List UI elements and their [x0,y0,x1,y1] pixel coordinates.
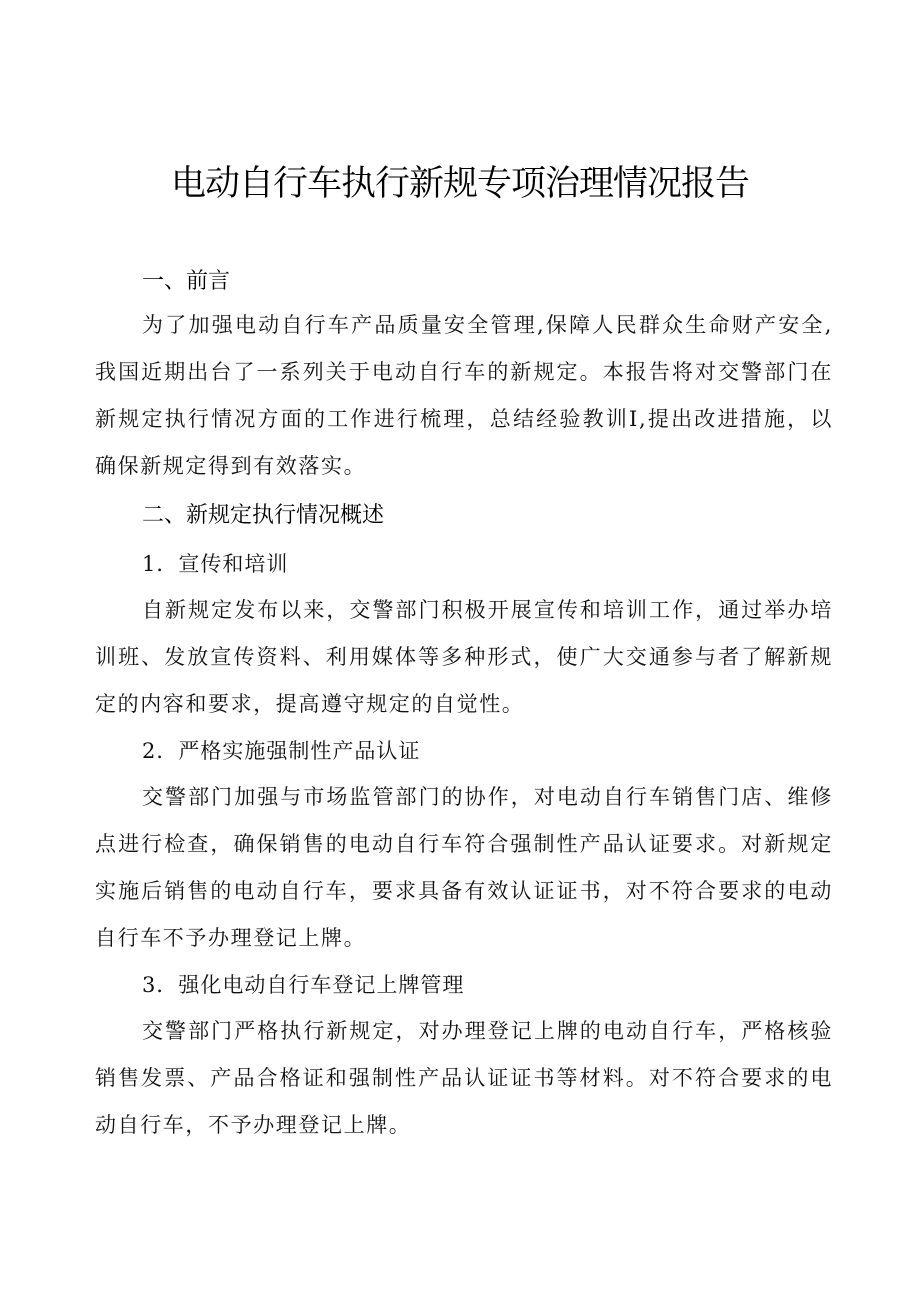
document-body [95,262,833,1149]
certification-paragraph: 交警部门加强与市场监管部门的协作，对电动自行车销售门店、维修点进行检查，确保销售的电动自行车符合强制性产品认证要求。对新规定实施后销售的电动自行车，要求具备有效认证证书，对不符合要求的电动自行车不予办理登记上牌。 [95,785,833,950]
document-title: 电动自行车执行新规专项治理情况报告 [170,164,749,204]
registration-paragraph: 交警部门严格执行新规定，对办理登记上牌的电动自行车，严格核验销售发票、产品合格证和强制性产品认证证书等材料。对不符合要求的电动自行车，不予办理登记上牌。 [95,1019,833,1137]
section-heading-preface: 一、前言 [142,269,231,294]
subsection-heading-certification: 2．严格实施强制性产品认证 [142,739,421,763]
subsection-heading-publicity: 1．宣传和培训 [142,552,289,576]
publicity-paragraph: 自新规定发布以来，交警部门积极开展宣传和培训工作，通过举办培训班、发放宣传资料、利用媒体等多种形式，使广大交通参与者了解新规定的内容和要求，提高遵守规定的自觉性。 [95,598,833,716]
subsection-heading-registration: 3．强化电动自行车登记上牌管理 [142,973,465,997]
section-heading-overview: 二、新规定执行情况概述 [142,503,385,528]
preface-paragraph: 为了加强电动自行车产品质量安全管理,保障人民群众生命财产安全,我国近期出台了一系列关于电动自行车的新规定。本报告将对交警部门在新规定执行情况方面的工作进行梳理，总结经验教训I,提出改进措施，以确保新规定得到有效落实。 [95,313,833,478]
